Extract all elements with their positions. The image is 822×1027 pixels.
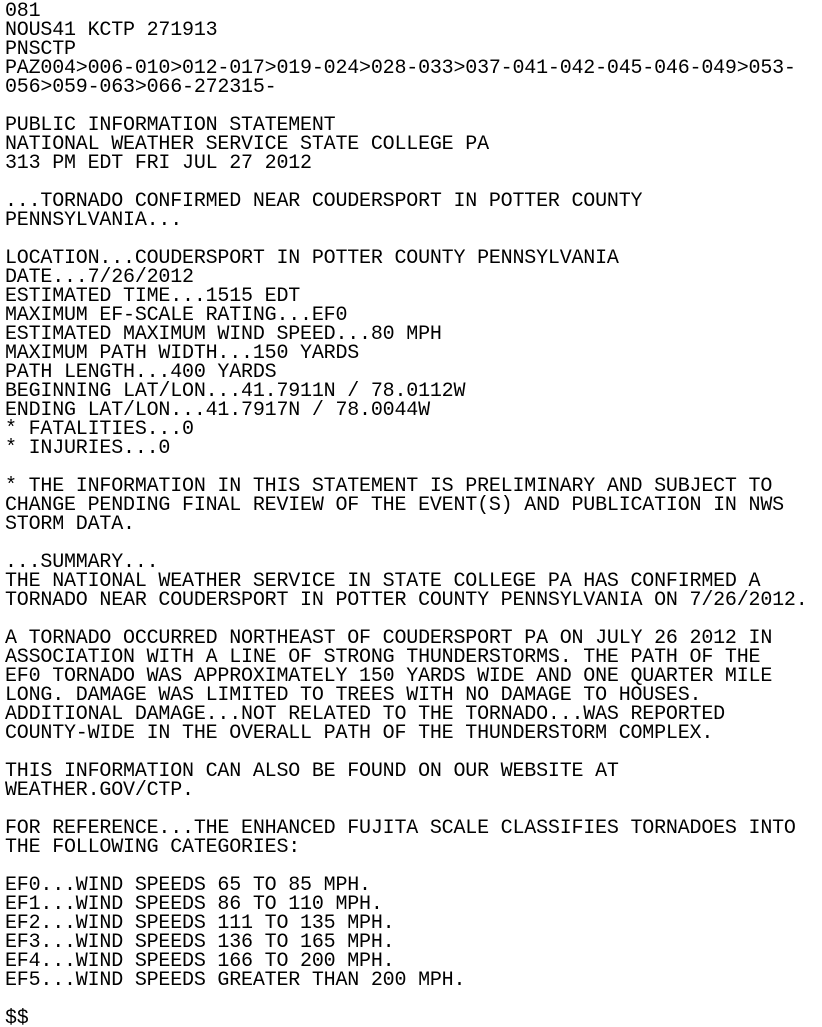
document-line: DATE...7/26/2012 (5, 266, 194, 289)
document-line: EF2...WIND SPEEDS 111 TO 135 MPH. (5, 912, 395, 935)
document-line: EF0...WIND SPEEDS 65 TO 85 MPH. (5, 874, 371, 897)
document-line: ENDING LAT/LON...41.7917N / 78.0044W (5, 399, 430, 422)
document-line: MAXIMUM PATH WIDTH...150 YARDS (5, 342, 360, 365)
document-line: ...SUMMARY... (5, 551, 159, 574)
document-line: LONG. DAMAGE WAS LIMITED TO TREES WITH NO DAMAGE TO HOUSES. (5, 684, 702, 707)
document-line: ...TORNADO CONFIRMED NEAR COUDERSPORT IN POTTER COUNTY (5, 190, 643, 213)
document-line: ESTIMATED MAXIMUM WIND SPEED...80 MPH (5, 323, 442, 346)
document-line: EF1...WIND SPEEDS 86 TO 110 MPH. (5, 893, 383, 916)
document-line: THIS INFORMATION CAN ALSO BE FOUND ON OUR WEBSITE AT (5, 760, 619, 783)
document-line: COUNTY-WIDE IN THE OVERALL PATH OF THE THUNDERSTORM COMPLEX. (5, 722, 714, 745)
document-line: 056>059-063>066-272315- (5, 76, 277, 99)
document-line: EF4...WIND SPEEDS 166 TO 200 MPH. (5, 950, 395, 973)
document-line: EF3...WIND SPEEDS 136 TO 165 MPH. (5, 931, 395, 954)
document-line: NATIONAL WEATHER SERVICE STATE COLLEGE PA (5, 133, 489, 156)
document-line: CHANGE PENDING FINAL REVIEW OF THE EVENT(S) AND PUBLICATION IN NWS (5, 494, 784, 517)
document-line: 081 (5, 0, 41, 23)
document-line: PENNSYLVANIA... (5, 209, 183, 232)
document-line: MAXIMUM EF-SCALE RATING...EF0 (5, 304, 348, 327)
document-line: * FATALITIES...0 (5, 418, 194, 441)
document-line: NOUS41 KCTP 271913 (5, 19, 218, 42)
document-line: TORNADO NEAR COUDERSPORT IN POTTER COUNTY PENNSYLVANIA ON 7/26/2012. (5, 589, 808, 612)
document-line: FOR REFERENCE...THE ENHANCED FUJITA SCALE CLASSIFIES TORNADOES INTO (5, 817, 796, 840)
document-line (5, 990, 822, 1009)
document-line: $$ (5, 1007, 29, 1027)
document-line: BEGINNING LAT/LON...41.7911N / 78.0112W (5, 380, 466, 403)
document-line: * INJURIES...0 (5, 437, 171, 460)
document-line: A TORNADO OCCURRED NORTHEAST OF COUDERSPORT PA ON JULY 26 2012 IN (5, 627, 773, 650)
document-line: THE FOLLOWING CATEGORIES: (5, 836, 301, 859)
document-line: EF0 TORNADO WAS APPROXIMATELY 150 YARDS WIDE AND ONE QUARTER MILE (5, 665, 773, 688)
document-line: ADDITIONAL DAMAGE...NOT RELATED TO THE TORNADO...WAS REPORTED (5, 703, 725, 726)
document-line: * THE INFORMATION IN THIS STATEMENT IS PRELIMINARY AND SUBJECT TO (5, 475, 773, 498)
document-line: ASSOCIATION WITH A LINE OF STRONG THUNDERSTORMS. THE PATH OF THE (5, 646, 761, 669)
document-line: 313 PM EDT FRI JUL 27 2012 (5, 152, 312, 175)
document-line: WEATHER.GOV/CTP. (5, 779, 194, 802)
document-line: PNSCTP (5, 38, 76, 61)
document-line: PAZ004>006-010>012-017>019-024>028-033>037-041-042-045-046-049>053- (5, 57, 796, 80)
document-line: PATH LENGTH...400 YARDS (5, 361, 277, 384)
document-line: EF5...WIND SPEEDS GREATER THAN 200 MPH. (5, 969, 466, 992)
document-line: STORM DATA. (5, 513, 135, 536)
document-line: THE NATIONAL WEATHER SERVICE IN STATE COLLEGE PA HAS CONFIRMED A (5, 570, 761, 593)
document-line: ESTIMATED TIME...1515 EDT (5, 285, 301, 308)
document-line: PUBLIC INFORMATION STATEMENT (5, 114, 336, 137)
document-line: LOCATION...COUDERSPORT IN POTTER COUNTY PENNSYLVANIA (5, 247, 619, 270)
